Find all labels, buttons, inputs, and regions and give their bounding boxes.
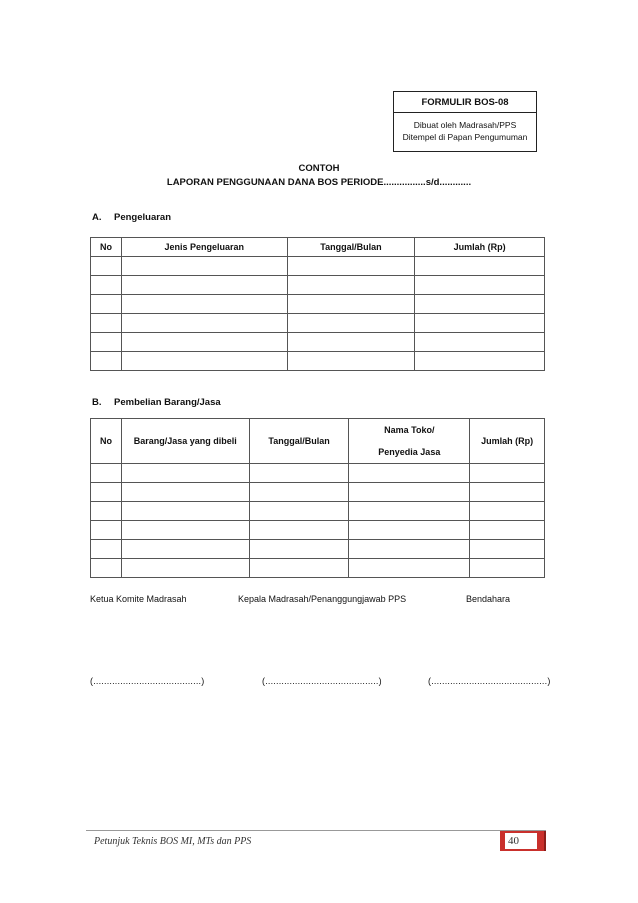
table-header-row: [91, 419, 545, 464]
table-cell[interactable]: [121, 559, 249, 578]
table-cell[interactable]: [415, 295, 545, 314]
table-row: [91, 540, 545, 559]
table-cell[interactable]: [249, 464, 349, 483]
page-number: 40: [505, 833, 537, 849]
table-row: [91, 257, 545, 276]
table-cell[interactable]: [249, 502, 349, 521]
table-cell[interactable]: [249, 540, 349, 559]
table-cell[interactable]: [470, 521, 545, 540]
table-cell[interactable]: [415, 314, 545, 333]
col-header-tanggal: Tanggal/Bulan: [249, 419, 349, 464]
footer-divider: [86, 830, 546, 831]
table-cell[interactable]: [415, 257, 545, 276]
table-cell[interactable]: [287, 257, 415, 276]
table-cell[interactable]: [91, 333, 122, 352]
form-code: FORMULIR BOS-08: [394, 92, 536, 113]
table-cell[interactable]: [121, 257, 287, 276]
col-header-jumlah: Jumlah (Rp): [470, 419, 545, 464]
signature-line-ketua-komite: (........................................): [90, 676, 205, 686]
table-cell[interactable]: [287, 352, 415, 371]
pengeluaran-table: [90, 237, 545, 371]
table-cell[interactable]: [121, 502, 249, 521]
document-title-contoh: CONTOH: [298, 163, 340, 174]
table-cell[interactable]: [287, 276, 415, 295]
form-desc-line1: Dibuat oleh Madrasah/PPS: [413, 120, 517, 130]
table-cell[interactable]: [349, 464, 470, 483]
form-description: [394, 113, 536, 143]
signature-role-kepala-madrasah: Kepala Madrasah/Penanggungjawab PPS: [238, 594, 407, 604]
table-row: [91, 521, 545, 540]
col-header-nama-toko-line1: Nama Toko/: [384, 425, 435, 435]
table-cell[interactable]: [91, 295, 122, 314]
table-cell[interactable]: [470, 502, 545, 521]
section-b-letter: B.: [92, 397, 102, 408]
form-code-box: [393, 91, 537, 152]
section-a-title: Pengeluaran: [114, 212, 172, 223]
table-cell[interactable]: [91, 502, 122, 521]
table-cell[interactable]: [91, 257, 122, 276]
table-row: [91, 276, 545, 295]
table-cell[interactable]: [91, 521, 122, 540]
col-header-barang-jasa: Barang/Jasa yang dibeli: [121, 419, 249, 464]
table-cell[interactable]: [91, 352, 122, 371]
col-header-jumlah: Jumlah (Rp): [415, 238, 545, 257]
table-cell[interactable]: [349, 540, 470, 559]
section-b-heading: [92, 397, 221, 408]
table-header-row: [91, 238, 545, 257]
table-cell[interactable]: [415, 333, 545, 352]
table-cell[interactable]: [91, 540, 122, 559]
table-row: [91, 483, 545, 502]
pembelian-table: [90, 418, 545, 578]
table-cell[interactable]: [470, 540, 545, 559]
col-header-nama-toko: [349, 419, 470, 464]
table-row: [91, 295, 545, 314]
table-cell[interactable]: [249, 559, 349, 578]
table-cell[interactable]: [121, 521, 249, 540]
section-a-heading: [92, 212, 171, 223]
document-title-report: LAPORAN PENGGUNAAN DANA BOS PERIODE................s/d............: [166, 177, 472, 188]
signature-role-bendahara: Bendahara: [466, 594, 511, 604]
table-row: [91, 559, 545, 578]
table-row: [91, 333, 545, 352]
table-cell[interactable]: [470, 559, 545, 578]
table-cell[interactable]: [249, 483, 349, 502]
table-cell[interactable]: [349, 559, 470, 578]
table-cell[interactable]: [91, 559, 122, 578]
table-cell[interactable]: [121, 464, 249, 483]
col-header-no: No: [91, 238, 122, 257]
table-cell[interactable]: [470, 483, 545, 502]
section-a-letter: A.: [92, 212, 102, 223]
table-cell[interactable]: [121, 333, 287, 352]
table-cell[interactable]: [91, 276, 122, 295]
table-row: [91, 502, 545, 521]
table-row: [91, 314, 545, 333]
table-cell[interactable]: [121, 483, 249, 502]
table-cell[interactable]: [287, 295, 415, 314]
table-cell[interactable]: [415, 352, 545, 371]
table-cell[interactable]: [121, 540, 249, 559]
table-cell[interactable]: [121, 352, 287, 371]
signature-role-ketua-komite: Ketua Komite Madrasah: [90, 594, 187, 604]
footer-document-title: Petunjuk Teknis BOS MI, MTs dan PPS: [94, 836, 252, 847]
table-cell[interactable]: [91, 314, 122, 333]
signature-line-bendahara: (...........................................): [428, 676, 551, 686]
col-header-nama-toko-line2: Penyedia Jasa: [378, 447, 441, 457]
table-row: [91, 464, 545, 483]
table-cell[interactable]: [287, 333, 415, 352]
col-header-no: No: [91, 419, 122, 464]
table-cell[interactable]: [91, 483, 122, 502]
table-cell[interactable]: [349, 483, 470, 502]
col-header-jenis: Jenis Pengeluaran: [121, 238, 287, 257]
table-cell[interactable]: [415, 276, 545, 295]
table-cell[interactable]: [349, 521, 470, 540]
page-number-badge: [500, 831, 546, 851]
signature-line-kepala-madrasah: (..........................................): [262, 676, 382, 686]
table-cell[interactable]: [249, 521, 349, 540]
table-cell[interactable]: [121, 314, 287, 333]
table-row: [91, 352, 545, 371]
section-b-title: Pembelian Barang/Jasa: [114, 397, 221, 408]
table-cell[interactable]: [287, 314, 415, 333]
table-cell[interactable]: [121, 295, 287, 314]
table-cell[interactable]: [91, 464, 122, 483]
col-header-tanggal: Tanggal/Bulan: [287, 238, 415, 257]
table-cell[interactable]: [349, 502, 470, 521]
form-desc-line2: Ditempel di Papan Pengumuman: [402, 132, 528, 142]
table-cell[interactable]: [470, 464, 545, 483]
table-cell[interactable]: [121, 276, 287, 295]
